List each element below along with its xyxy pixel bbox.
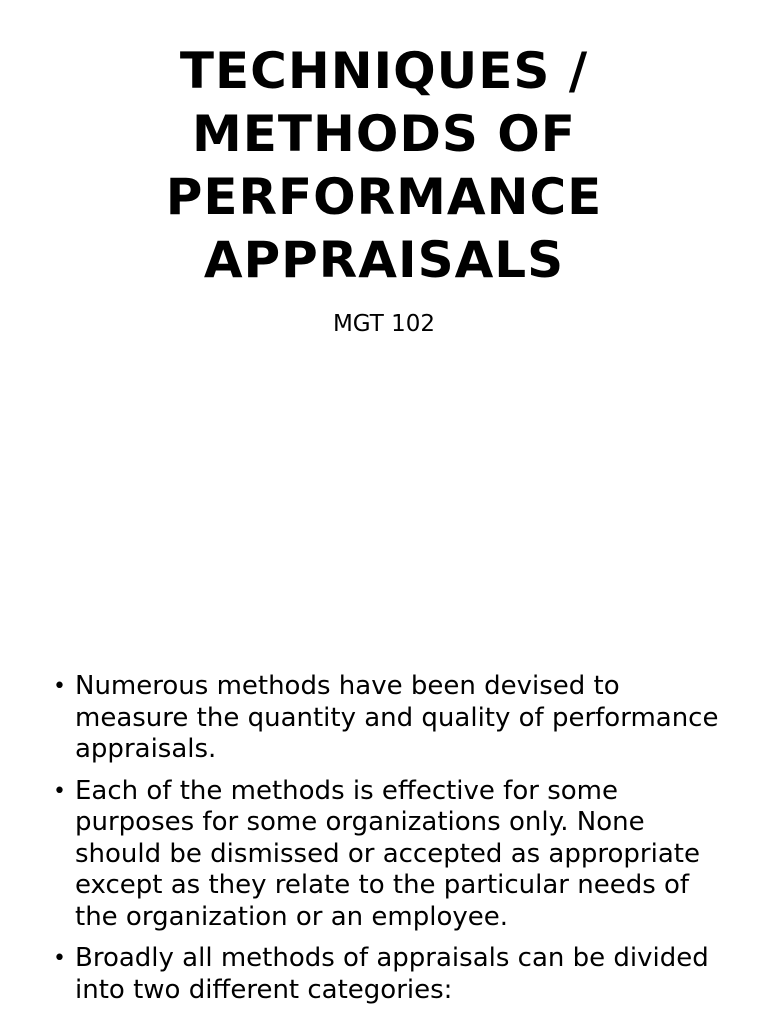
bullet-icon: • (53, 946, 66, 971)
content-slide (0, 660, 768, 1024)
bullet-item (0, 671, 768, 766)
bullet-text: Broadly all methods of appraisals can be divided into two different categories: (75, 943, 709, 1005)
slide-title: TECHNIQUES / METHODS OF PERFORMANCE APPRAISALS (165, 42, 603, 289)
bullet-icon: • (53, 778, 66, 804)
bullet-icon: • (53, 674, 66, 699)
bullet-text: Numerous methods have been devised to measure the quantity and quality of performance appraisals. (75, 671, 719, 764)
bullet-item (0, 943, 768, 1006)
bullet-text: Each of the methods is effective for some purposes for some organizations only. None should be dismissed or accepted as appropriate except as they relate to the particular needs of the organization or an employee. (75, 775, 700, 932)
slide-subtitle: MGT 102 (332, 311, 436, 337)
bullet-list (0, 671, 768, 1016)
bullet-item (0, 776, 768, 934)
